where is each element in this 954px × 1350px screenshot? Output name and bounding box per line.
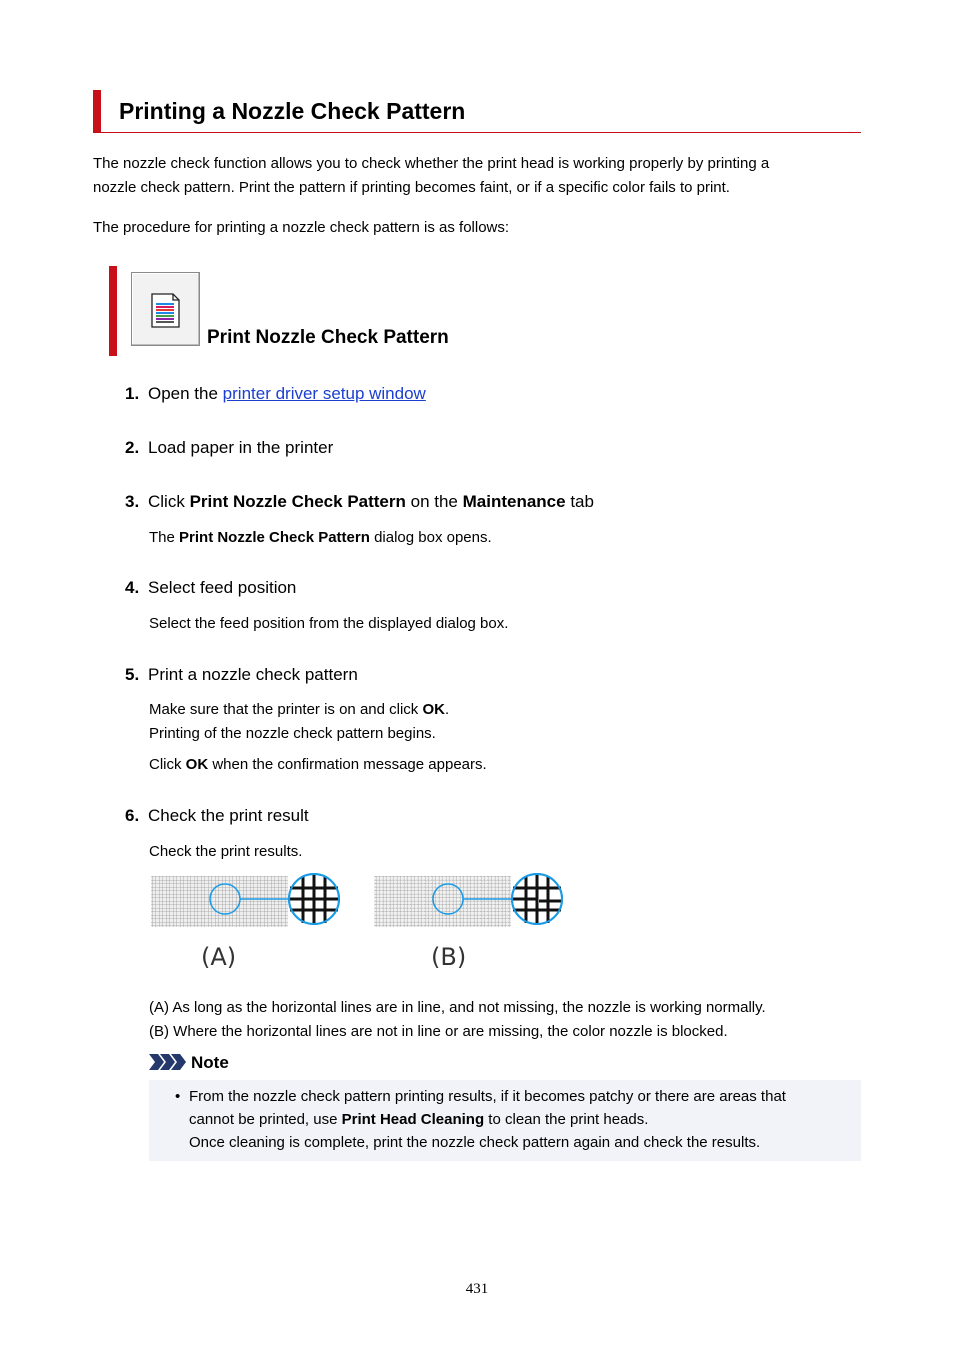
step-number: 5. bbox=[125, 665, 140, 684]
step-number: 6. bbox=[125, 806, 140, 825]
pattern-b-figure bbox=[374, 874, 562, 927]
note-label: Note bbox=[191, 1053, 229, 1072]
figure-a-label: (A) bbox=[201, 943, 237, 971]
step-text: Check the print result bbox=[148, 806, 309, 825]
note-bullet: • bbox=[175, 1088, 181, 1105]
note-line-3: Once cleaning is complete, print the nozzle check pattern again and check the results. bbox=[189, 1134, 761, 1151]
step-text: Print a nozzle check pattern bbox=[148, 665, 358, 684]
step-6-description: Check the print results. bbox=[149, 843, 303, 860]
page-title: Printing a Nozzle Check Pattern bbox=[119, 98, 466, 124]
step-5-description-1: Make sure that the printer is on and click OK. bbox=[149, 701, 450, 718]
step-5 bbox=[125, 665, 358, 685]
ui-term: Print Head Cleaning bbox=[341, 1111, 485, 1128]
step-1 bbox=[125, 384, 426, 404]
section-accent-bar bbox=[109, 266, 117, 356]
step-5-description-2: Printing of the nozzle check pattern begins. bbox=[149, 725, 436, 742]
ui-term: Print Nozzle Check Pattern bbox=[189, 492, 406, 511]
result-b-text: (B) Where the horizontal lines are not in line or are missing, the color nozzle is blocked. bbox=[149, 1023, 728, 1040]
step-6 bbox=[125, 806, 309, 826]
step-3: 3. Click Print Nozzle Check Pattern on the Maintenance tab bbox=[125, 492, 594, 511]
intro-line-2: nozzle check pattern. Print the pattern if printing becomes faint, or if a specific color fails to print. bbox=[93, 179, 730, 196]
note-arrows-icon bbox=[149, 1054, 187, 1070]
nozzle-pattern-figures bbox=[149, 870, 569, 972]
title-underline bbox=[93, 132, 861, 133]
nozzle-check-pattern-icon bbox=[131, 272, 200, 346]
step-4-description: Select the feed position from the displayed dialog box. bbox=[149, 615, 509, 632]
step-number: 3. bbox=[125, 492, 140, 511]
pattern-a-figure bbox=[151, 874, 339, 927]
title-accent-bar bbox=[93, 90, 101, 133]
step-5-description-3: Click OK when the confirmation message appears. bbox=[149, 756, 487, 773]
printer-driver-setup-link[interactable]: printer driver setup window bbox=[222, 384, 426, 403]
step-3-description: The Print Nozzle Check Pattern dialog box opens. bbox=[149, 529, 492, 546]
step-text: Open the bbox=[148, 384, 223, 403]
step-2 bbox=[125, 438, 333, 458]
page-number: 431 bbox=[465, 1281, 489, 1297]
step-number: 1. bbox=[125, 384, 140, 403]
step-text: Select feed position bbox=[148, 578, 297, 597]
document-lines-icon bbox=[132, 273, 199, 345]
figure-b-label: (B) bbox=[431, 943, 467, 971]
step-4 bbox=[125, 578, 296, 598]
procedure-intro: The procedure for printing a nozzle check pattern is as follows: bbox=[93, 219, 510, 236]
note-line-1: From the nozzle check pattern printing results, if it becomes patchy or there are areas that bbox=[189, 1088, 786, 1105]
ui-term: Maintenance bbox=[462, 492, 566, 511]
section-title: Print Nozzle Check Pattern bbox=[207, 327, 449, 348]
step-number: 2. bbox=[125, 438, 140, 457]
step-text: Load paper in the printer bbox=[148, 438, 334, 457]
step-number: 4. bbox=[125, 578, 140, 597]
result-a-text: (A) As long as the horizontal lines are in line, and not missing, the nozzle is working normally. bbox=[149, 999, 766, 1016]
note-heading bbox=[149, 1053, 229, 1075]
note-line-2: cannot be printed, use Print Head Cleaning to clean the print heads. bbox=[189, 1111, 649, 1128]
intro-line-1: The nozzle check function allows you to check whether the print head is working properly by printing a bbox=[93, 155, 770, 172]
